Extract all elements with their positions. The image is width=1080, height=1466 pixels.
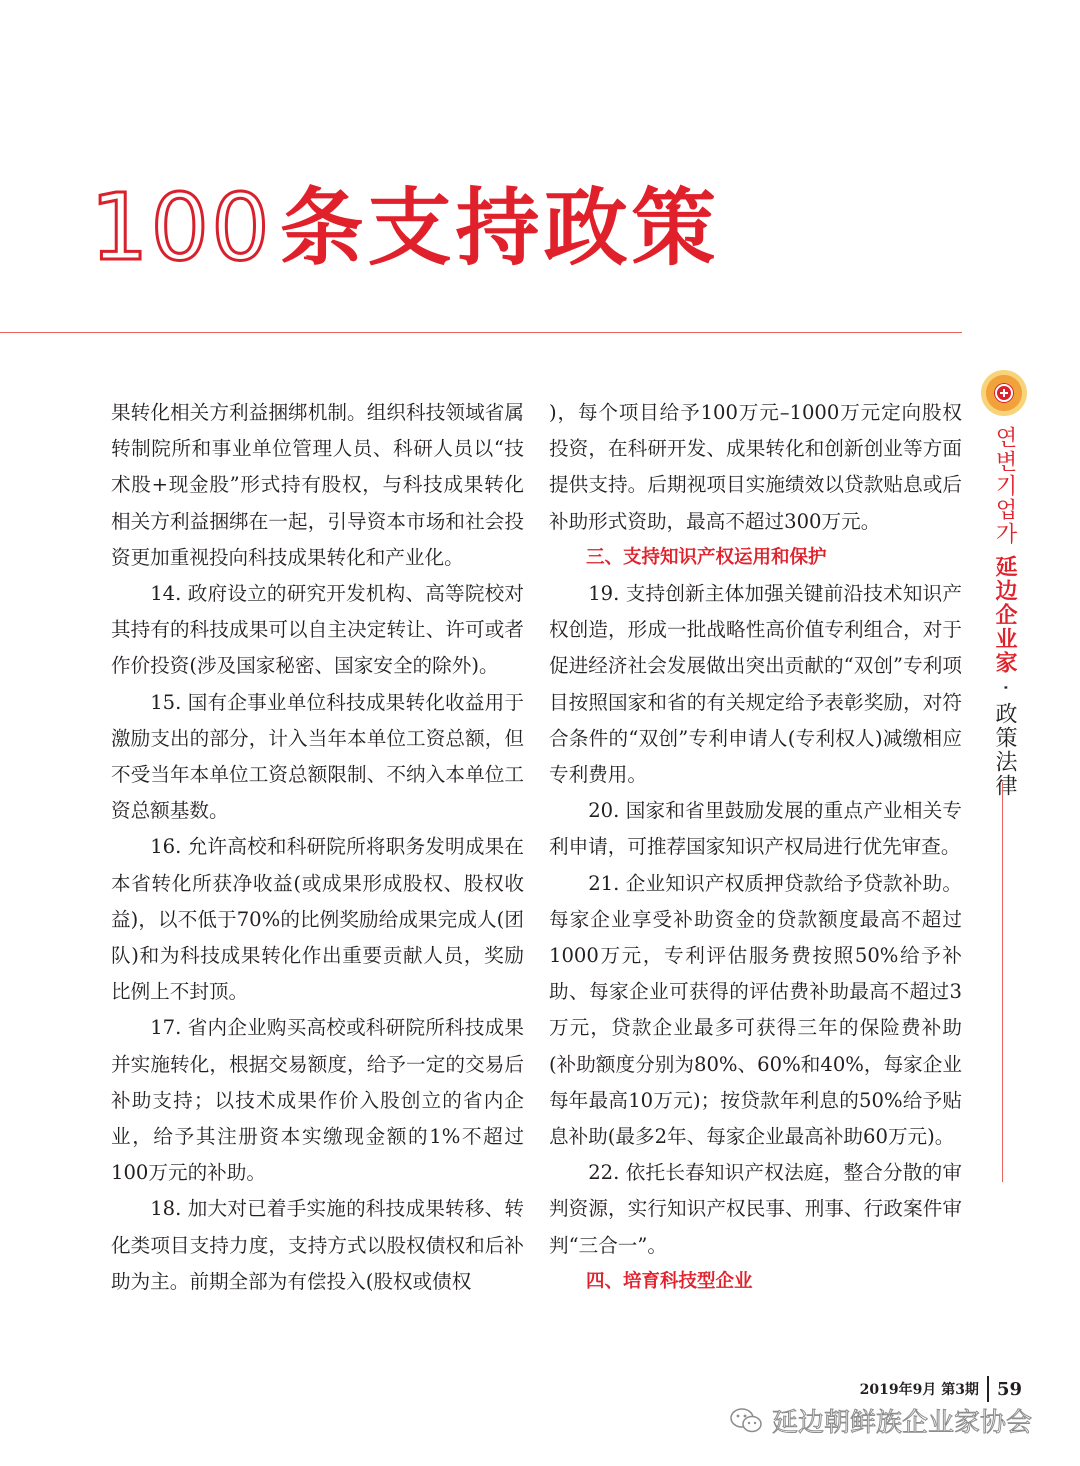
sidebar-korean-title: 연변기업가 (992, 426, 1017, 546)
title-divider (0, 332, 962, 333)
sidebar-magazine-title: 延边企业家 (992, 555, 1017, 675)
title-text: 条支持政策 (279, 179, 720, 277)
footer-separator (987, 1376, 989, 1402)
sidebar-vertical-text (989, 426, 1019, 798)
logo-mark-icon (993, 382, 1015, 404)
issue-date: 2019年9月 第3期 (859, 1382, 979, 1398)
section-heading: 四、培育科技型企业 (586, 1270, 753, 1292)
source-watermark (730, 1402, 1032, 1439)
paragraph: 18. 加大对已着手实施的科技成果转移、转化类项目支持力度，支持方式以股权债权和后补助为主。前期全部为有偿投入(股权或债权 (111, 1197, 524, 1293)
paragraph: 20. 国家和省里鼓励发展的重点产业相关专利申请，可推荐国家知识产权局进行优先审查。 (549, 799, 962, 859)
paragraph: 19. 支持创新主体加强关键前沿技术知识产权创造，形成一批战略性高价值专利组合，对于促进经济社会发展做出突出贡献的“双创”专利项目按照国家和省的有关规定给予表彰奖励，对符合条件的“双创”专利申请人(专利权人)减缴相应专利费用。 (549, 582, 962, 787)
section-heading: 三、支持知识产权运用和保护 (586, 546, 827, 568)
sidebar-separator: · (992, 684, 1017, 693)
association-logo-icon (981, 370, 1027, 416)
right-column (549, 395, 962, 1300)
paragraph: 14. 政府设立的研究开发机构、高等院校对其持有的科技成果可以自主决定转让、许可或者作价投资(涉及国家秘密、国家安全的除外)。 (111, 582, 524, 678)
title-number: 100 (90, 174, 272, 281)
paragraph: )，每个项目给予100万元–1000万元定向股权投资，在科研开发、成果转化和创新创业等方面提供支持。后期视项目实施绩效以贷款贴息或后补助形式资助，最高不超过300万元。 (549, 401, 962, 533)
paragraph: 21. 企业知识产权质押贷款给予贷款补助。每家企业享受补助资金的贷款额度最高不超过1000万元，专利评估服务费按照50%给予补助、每家企业可获得的评估费补助最高不超过3万元，贷款企业最多可获得三年的保险费补助(补助额度分别为80%、60%和40%，每家企业每年最高10万元)；按贷款年利息的50%给予贴息补助(最多2年、每家企业最高补助60万元)。 (549, 871, 962, 1149)
paragraph: 果转化相关方利益捆绑机制。组织科技领域省属转制院所和事业单位管理人员、科研人员以“技术股+现金股”形式持有股权，与科技成果转化相关方利益捆绑在一起，引导资本市场和社会投资更加重视投向科技成果转化和产业化。 (111, 401, 524, 569)
sidebar-divider (1002, 782, 1003, 1182)
paragraph: 17. 省内企业购买高校或科研院所科技成果并实施转化，根据交易额度，给予一定的交易后补助支持；以技术成果作价入股创立的省内企业，给予其注册资本实缴现金额的1%不超过100万元的补助。 (111, 1016, 524, 1185)
page-number: 59 (996, 1378, 1022, 1400)
paragraph: 16. 允许高校和科研院所将职务发明成果在本省转化所获净收益(或成果形成股权、股权收益)，以不低于70%的比例奖励给成果完成人(团队)和为科技成果转化作出重要贡献人员，奖励比例上不封顶。 (111, 835, 524, 1004)
paragraph: 22. 依托长春知识产权法庭，整合分散的审判资源，实行知识产权民事、刑事、行政案件审判“三合一”。 (549, 1161, 962, 1257)
watermark-text: 延边朝鲜族企业家协会 (772, 1408, 1033, 1438)
section-sidebar (972, 370, 1036, 798)
paragraph: 15. 国有企事业单位科技成果转化收益用于激励支出的部分，计入当年本单位工资总额，但不受当年本单位工资总额限制、不纳入本单位工资总额基数。 (111, 690, 524, 823)
page-title (90, 174, 720, 281)
wechat-icon (730, 1407, 762, 1435)
sidebar-section-name: 政策法律 (992, 702, 1017, 798)
left-column (111, 395, 524, 1300)
page-footer (860, 1376, 1022, 1402)
